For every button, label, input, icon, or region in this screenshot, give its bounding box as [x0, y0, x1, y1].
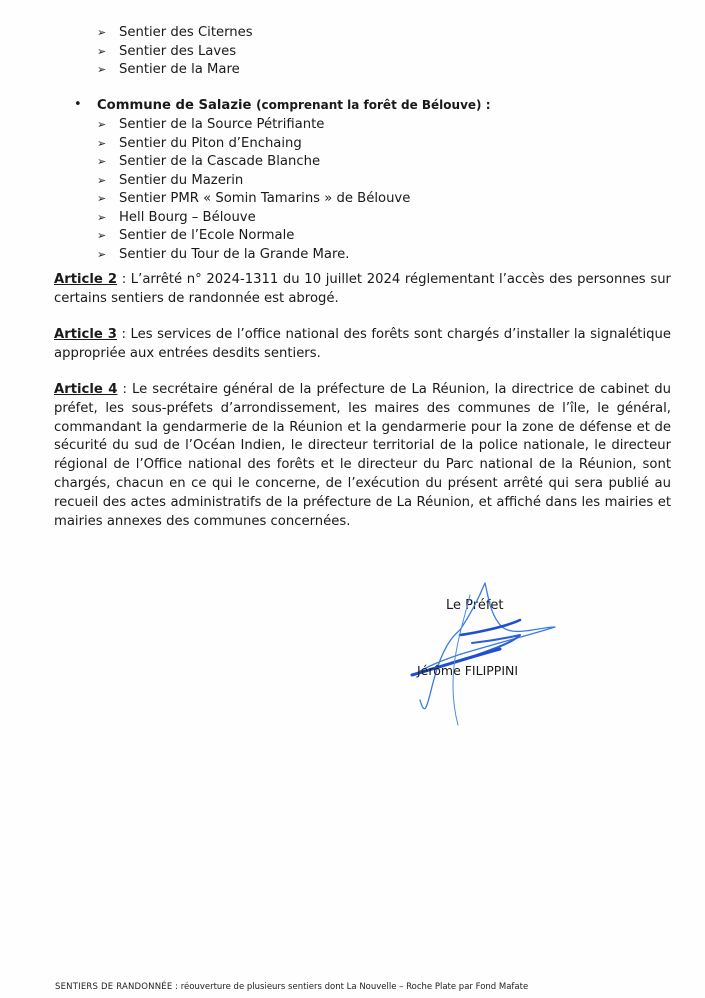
arrow-bullet-icon: ➢: [97, 247, 107, 261]
article-text: : Le secrétaire général de la préfecture de La Réunion, la directrice de cabinet du préfet, les sous-préfets d’arrondissement, les maires des communes de l’île, le général, commandant la gendarmerie de la Réunion et la gendarmerie pour la zone de défense et de sécurité du sud de l’Océan Indien, le directeur territorial de la police nationale, le directeur régional de l’Office national des forêts et le directeur du Parc national de la Réunion, sont chargés, chacun en ce qui le concerne, de l’exécution du présent arrêté qui sera publié au recueil des actes administratifs de la préfecture de La Réunion, et affiché dans les mairies et mairies annexes des communes concernées.: [54, 382, 671, 529]
signature-stroke: [415, 583, 555, 709]
article-label: Article 2: [54, 272, 118, 287]
handwritten-signature: [390, 575, 590, 735]
article-label: Article 3: [54, 327, 117, 342]
trail-name: Sentier du Tour de la Grande Mare.: [119, 246, 350, 262]
arrow-bullet-icon: ➢: [97, 173, 107, 187]
article-text: : Les services de l’office national des forêts sont chargés d’installer la signalétique appropriée aux entrées desdits sentiers.: [54, 327, 671, 361]
trail-name: Sentier de la Source Pétrifiante: [119, 117, 325, 132]
list-item: [97, 172, 410, 191]
arrow-bullet-icon: ➢: [97, 63, 107, 76]
commune-heading: [97, 96, 491, 115]
trail-name: Sentier de la Mare: [119, 62, 240, 77]
trail-name: Sentier du Mazerin: [119, 172, 244, 188]
commune-subtitle: (comprenant la forêt de Bélouve) :: [256, 98, 491, 112]
signatory-name: Jérôme FILIPPINI: [417, 663, 519, 678]
page-footer: [55, 982, 528, 992]
arrow-bullet-icon: ➢: [97, 229, 107, 242]
article-2: [54, 271, 671, 309]
list-item: [97, 246, 410, 265]
trail-name: Sentier de l’Ecole Normale: [119, 228, 295, 243]
arrow-bullet-icon: ➢: [97, 192, 107, 205]
list-item: [97, 190, 410, 209]
arrow-bullet-icon: ➢: [97, 155, 107, 168]
article-3: [54, 326, 671, 364]
trail-name: Sentier de la Cascade Blanche: [119, 154, 321, 169]
bullet-icon: •: [74, 97, 82, 112]
trail-list-top: [97, 24, 253, 80]
trail-name: Sentier PMR « Somin Tamarins » de Bélouve: [119, 191, 411, 206]
trail-name: Hell Bourg – Bélouve: [119, 209, 256, 225]
list-item: [97, 153, 410, 172]
commune-title: Commune de Salazie: [97, 98, 252, 113]
list-item: [97, 227, 410, 246]
arrow-bullet-icon: ➢: [97, 118, 107, 131]
trail-name: Sentier du Piton d’Enchaing: [119, 135, 302, 151]
list-item: [97, 135, 410, 154]
list-item: [97, 43, 253, 62]
trail-name: Sentier des Citernes: [119, 25, 253, 40]
arrow-bullet-icon: ➢: [97, 44, 107, 58]
list-item: [97, 61, 253, 80]
list-item: [97, 116, 410, 135]
footer-text: : réouverture de plusieurs sentiers dont La Nouvelle – Roche Plate par Fond Mafate: [172, 982, 529, 992]
list-item: [97, 209, 410, 228]
list-item: [97, 24, 253, 43]
trail-list-salazie: [97, 116, 410, 264]
footer-title: SENTIERS DE RANDONNÉE: [55, 982, 173, 992]
arrow-bullet-icon: ➢: [97, 26, 107, 39]
arrow-bullet-icon: ➢: [97, 210, 107, 224]
article-4: [54, 381, 671, 531]
article-label: Article 4: [54, 382, 118, 397]
article-text: : L’arrêté n° 2024-1311 du 10 juillet 2024 réglementant l’accès des personnes sur certains sentiers de randonnée est abrogé.: [54, 272, 671, 306]
signature-stroke: [460, 620, 520, 635]
signatory-title: Le Préfet: [446, 598, 504, 613]
arrow-bullet-icon: ➢: [97, 136, 107, 150]
trail-name: Sentier des Laves: [119, 43, 237, 59]
